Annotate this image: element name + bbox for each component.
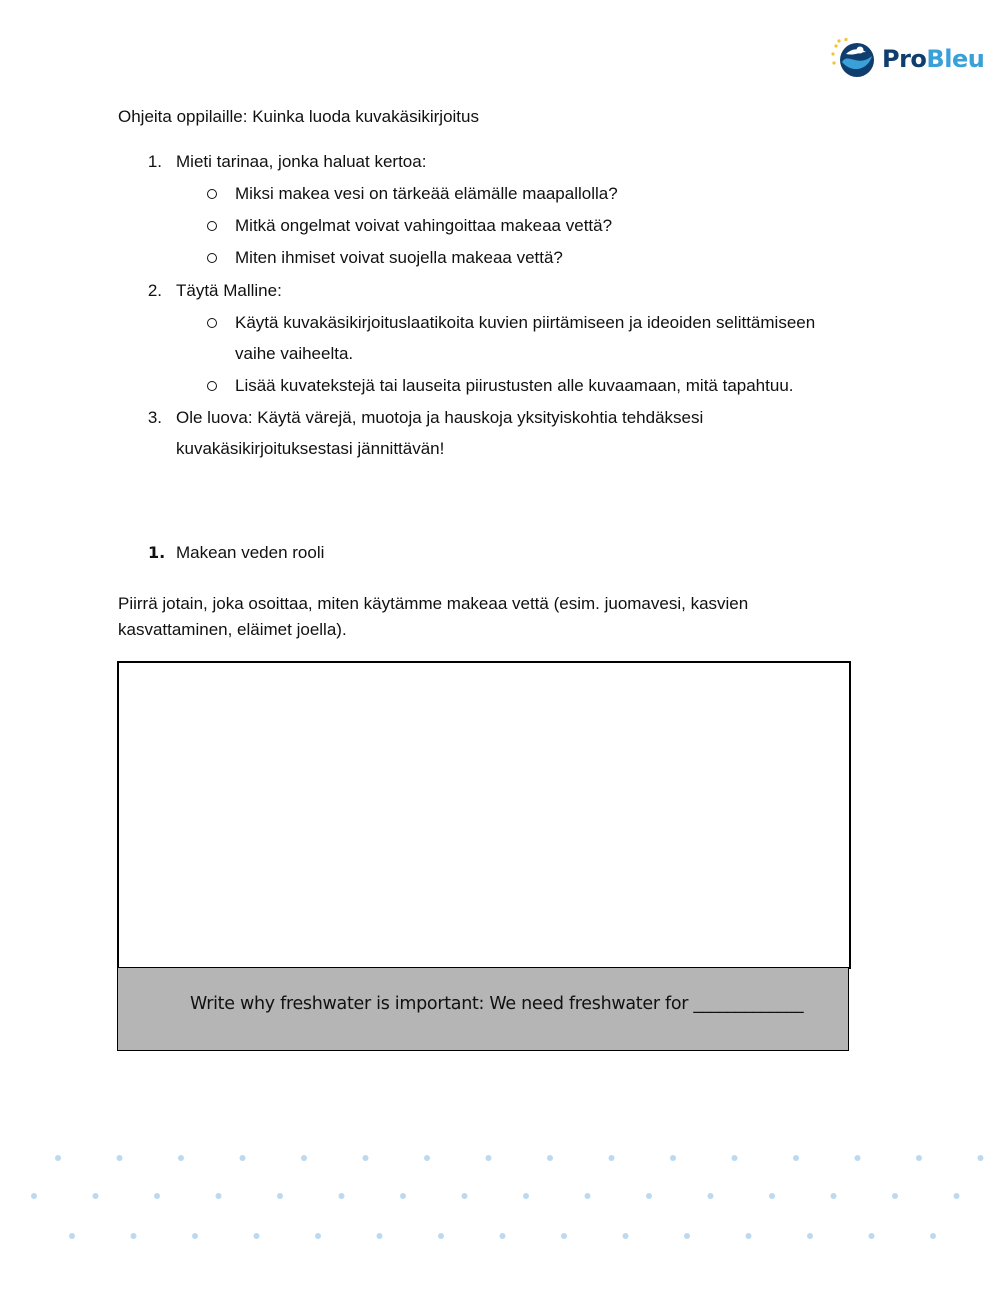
probleu-logo xyxy=(830,38,985,82)
step-3-text-line-2: kuvakäsikirjoituksestasi jännittävän! xyxy=(176,439,445,458)
decorative-dot xyxy=(670,1155,676,1161)
logo-bleu-text: Bleu xyxy=(926,45,985,73)
decorative-dot xyxy=(916,1155,922,1161)
decorative-dot xyxy=(377,1233,383,1239)
decorative-dot xyxy=(609,1155,615,1161)
step-2-text: Täytä Malline: xyxy=(176,281,282,300)
decorative-dot xyxy=(523,1193,529,1199)
step-3-number: 3. xyxy=(147,408,162,427)
section-number: 1. xyxy=(148,543,166,562)
step-3-text-line-1: Ole luova: Käytä värejä, muotoja ja hauskoja yksityiskohtia tehdäksesi xyxy=(176,408,704,427)
drawing-area[interactable] xyxy=(117,661,851,969)
caption-prompt: Write why freshwater is important: We need freshwater for _____________ xyxy=(190,994,804,1014)
caption-box[interactable] xyxy=(117,967,849,1051)
decorative-dot xyxy=(277,1193,283,1199)
decorative-dot xyxy=(93,1193,99,1199)
step-2-bullet-2: Lisää kuvatekstejä tai lauseita piirustusten alle kuvaamaan, mitä tapahtuu. xyxy=(235,376,794,395)
probleu-wave-logo-icon xyxy=(830,38,880,82)
logo-pro-text: Pro xyxy=(882,45,927,73)
bullet-icon xyxy=(207,253,217,263)
step-1-bullet-2: Mitkä ongelmat voivat vahingoittaa makeaa vettä? xyxy=(235,216,613,235)
section-title: Makean veden rooli xyxy=(176,543,325,562)
page-title: Ohjeita oppilaille: Kuinka luoda kuvakäsikirjoitus xyxy=(118,107,479,126)
decorative-dot xyxy=(954,1193,960,1199)
bullet-icon xyxy=(207,381,217,391)
decorative-dot xyxy=(486,1155,492,1161)
decorative-dot xyxy=(69,1233,75,1239)
drawing-instruction: Piirrä jotain, joka osoittaa, miten käytämme makeaa vettä (esim. juomavesi, kasvien kasvattaminen, eläimet joella). xyxy=(118,594,749,639)
decorative-dot xyxy=(424,1155,430,1161)
decorative-dot xyxy=(55,1155,61,1161)
step-1-text: Mieti tarinaa, jonka haluat kertoa: xyxy=(176,152,427,171)
decorative-dot xyxy=(240,1155,246,1161)
decorative-dot xyxy=(793,1155,799,1161)
decorative-dots xyxy=(0,1130,1000,1250)
decorative-dot xyxy=(254,1233,260,1239)
decorative-dot xyxy=(131,1233,137,1239)
decorative-dot xyxy=(438,1233,444,1239)
decorative-dot xyxy=(855,1155,861,1161)
decorative-dot xyxy=(623,1233,629,1239)
decorative-dot xyxy=(708,1193,714,1199)
decorative-dot xyxy=(547,1155,553,1161)
decorative-dot xyxy=(339,1193,345,1199)
decorative-dot xyxy=(732,1155,738,1161)
decorative-dot xyxy=(31,1193,37,1199)
decorative-dot xyxy=(400,1193,406,1199)
decorative-dot xyxy=(769,1193,775,1199)
decorative-dot xyxy=(930,1233,936,1239)
decorative-dot xyxy=(154,1193,160,1199)
decorative-dot xyxy=(315,1233,321,1239)
decorative-dot xyxy=(561,1233,567,1239)
decorative-dot xyxy=(684,1233,690,1239)
step-2-bullet-1-line-1: Käytä kuvakäsikirjoituslaatikoita kuvien piirtämiseen ja ideoiden selittämiseen xyxy=(235,313,816,332)
step-2-number: 2. xyxy=(147,281,162,300)
decorative-dot xyxy=(462,1193,468,1199)
bullet-icon xyxy=(207,189,217,199)
step-2-bullet-1-line-2: vaihe vaiheelta. xyxy=(235,344,354,363)
bullet-icon xyxy=(207,221,217,231)
step-1-bullet-3: Miten ihmiset voivat suojella makeaa vettä? xyxy=(235,248,563,267)
decorative-dot xyxy=(869,1233,875,1239)
decorative-dot xyxy=(192,1233,198,1239)
decorative-dot xyxy=(363,1155,369,1161)
decorative-dot xyxy=(807,1233,813,1239)
decorative-dot xyxy=(892,1193,898,1199)
decorative-dot xyxy=(585,1193,591,1199)
decorative-dot xyxy=(216,1193,222,1199)
step-1-bullet-1: Miksi makea vesi on tärkeää elämälle maapallolla? xyxy=(235,184,618,203)
decorative-dot xyxy=(978,1155,984,1161)
decorative-dot xyxy=(746,1233,752,1239)
bullet-icon xyxy=(207,318,217,328)
decorative-dot xyxy=(301,1155,307,1161)
decorative-dot xyxy=(646,1193,652,1199)
decorative-dot xyxy=(117,1155,123,1161)
decorative-dot xyxy=(500,1233,506,1239)
decorative-dot xyxy=(831,1193,837,1199)
decorative-dot xyxy=(178,1155,184,1161)
step-1-number: 1. xyxy=(147,152,162,171)
